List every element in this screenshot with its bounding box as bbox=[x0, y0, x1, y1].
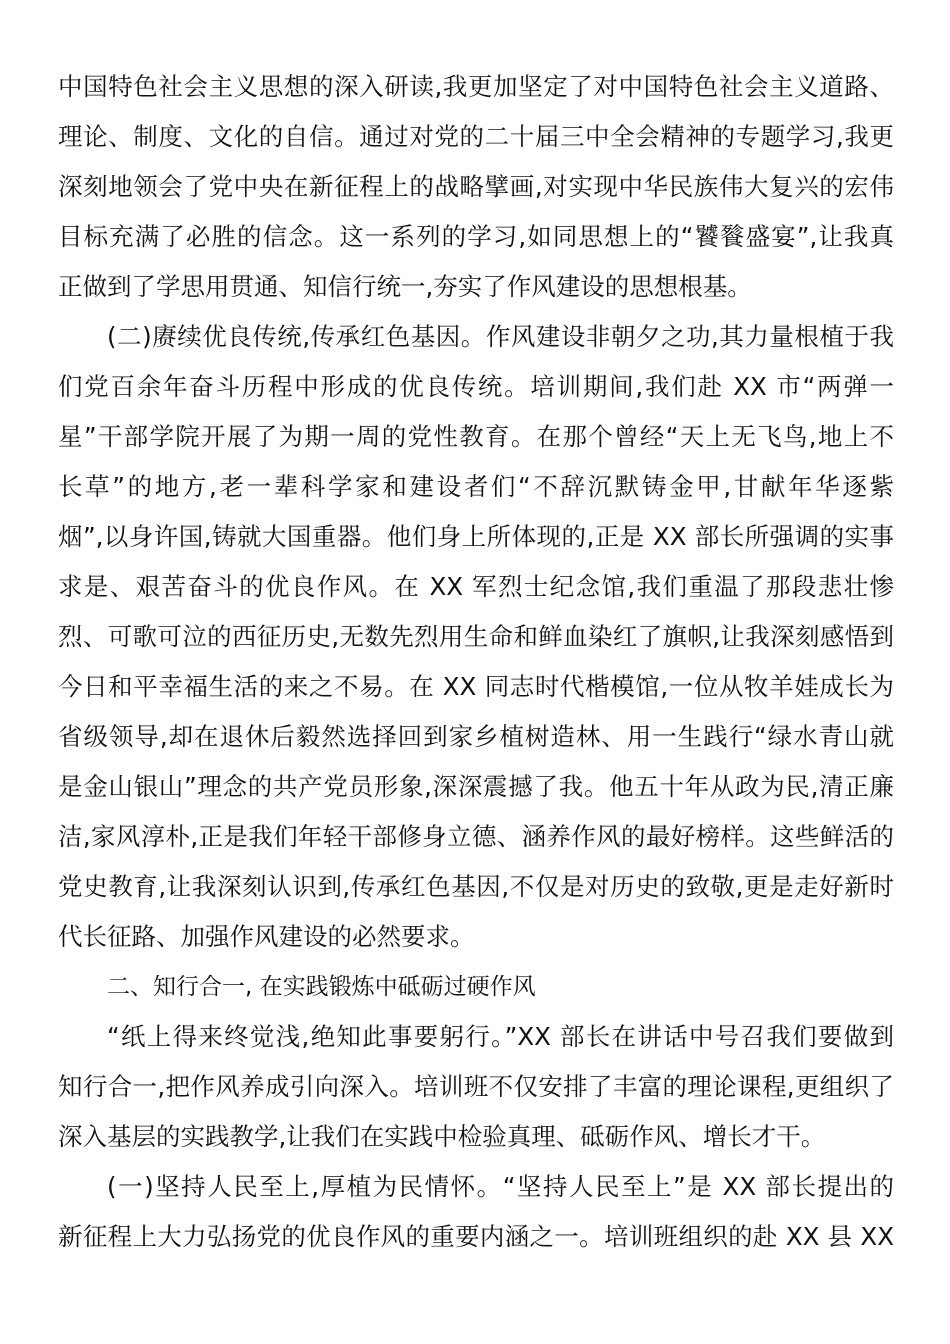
text-line: 们党百余年奋斗历程中形成的优良传统。培训期间,我们赴 XX 市“两弹一 bbox=[58, 372, 894, 401]
text-line: 星”干部学院开展了为期一周的党性教育。在那个曾经“天上无飞鸟,地上不 bbox=[58, 422, 894, 451]
text-line: 今日和平幸福生活的来之不易。在 XX 同志时代楷模馆,一位从牧羊娃成长为 bbox=[58, 672, 894, 701]
text-line: 党史教育,让我深刻认识到,传承红色基因,不仅是对历史的致敬,更是走好新时 bbox=[58, 872, 894, 901]
text-line: 省级领导,却在退休后毅然选择回到家乡植树造林、用一生践行“绿水青山就 bbox=[58, 722, 894, 751]
text-line: 求是、艰苦奋斗的优良作风。在 XX 军烈士纪念馆,我们重温了那段悲壮惨 bbox=[58, 572, 894, 601]
text-line: 代长征路、加强作风建设的必然要求。 bbox=[58, 922, 475, 951]
paragraph-people-first bbox=[58, 1162, 894, 1262]
section-heading-text: 二、知行合一, 在实践锻炼中砥砺过硬作风 bbox=[107, 974, 536, 1000]
paragraph-theory-study bbox=[58, 62, 894, 312]
text-line: 知行合一,把作风养成引向深入。培训班不仅安排了丰富的理论课程,更组织了 bbox=[58, 1072, 894, 1101]
text-line: “纸上得来终觉浅,绝知此事要躬行。”XX 部长在讲话中号召我们要做到 bbox=[107, 1022, 894, 1051]
text-line: 目标充满了必胜的信念。这一系列的学习,如同思想上的“饕餮盛宴”,让我真 bbox=[58, 222, 894, 251]
text-line: 烈、可歌可泣的西征历史,无数先烈用生命和鲜血染红了旗帜,让我深刻感悟到 bbox=[58, 622, 894, 651]
paragraph-red-gene bbox=[58, 312, 894, 962]
text-line: 新征程上大力弘扬党的优良作风的重要内涵之一。培训班组织的赴 XX 县 XX bbox=[58, 1222, 894, 1251]
text-line: 深刻地领会了党中央在新征程上的战略擘画,对实现中华民族伟大复兴的宏伟 bbox=[58, 172, 894, 201]
text-line: 洁,家风淳朴,正是我们年轻干部修身立德、涵养作风的最好榜样。这些鲜活的 bbox=[58, 822, 894, 851]
text-line: 深入基层的实践教学,让我们在实践中检验真理、砥砺作风、增长才干。 bbox=[58, 1122, 826, 1151]
section-heading-2 bbox=[58, 962, 894, 1012]
text-line: 烟”,以身许国,铸就大国重器。他们身上所体现的,正是 XX 部长所强调的实事 bbox=[58, 522, 894, 551]
text-line: 长草”的地方,老一辈科学家和建设者们“不辞沉默铸金甲,甘献年华逐紫 bbox=[58, 472, 894, 501]
text-line: (二)赓续优良传统,传承红色基因。作风建设非朝夕之功,其力量根植于我 bbox=[107, 322, 894, 351]
text-line: 是金山银山”理念的共产党员形象,深深震撼了我。他五十年从政为民,清正廉 bbox=[58, 772, 894, 801]
text-line: 正做到了学思用贯通、知信行统一,夯实了作风建设的思想根基。 bbox=[58, 272, 752, 301]
paragraph-practice bbox=[58, 1012, 894, 1162]
document-page bbox=[58, 62, 894, 1262]
text-line: (一)坚持人民至上,厚植为民情怀。“坚持人民至上”是 XX 部长提出的 bbox=[107, 1172, 894, 1201]
text-line: 中国特色社会主义思想的深入研读,我更加坚定了对中国特色社会主义道路、 bbox=[58, 72, 894, 101]
text-line: 理论、制度、文化的自信。通过对党的二十届三中全会精神的专题学习,我更 bbox=[58, 122, 894, 151]
